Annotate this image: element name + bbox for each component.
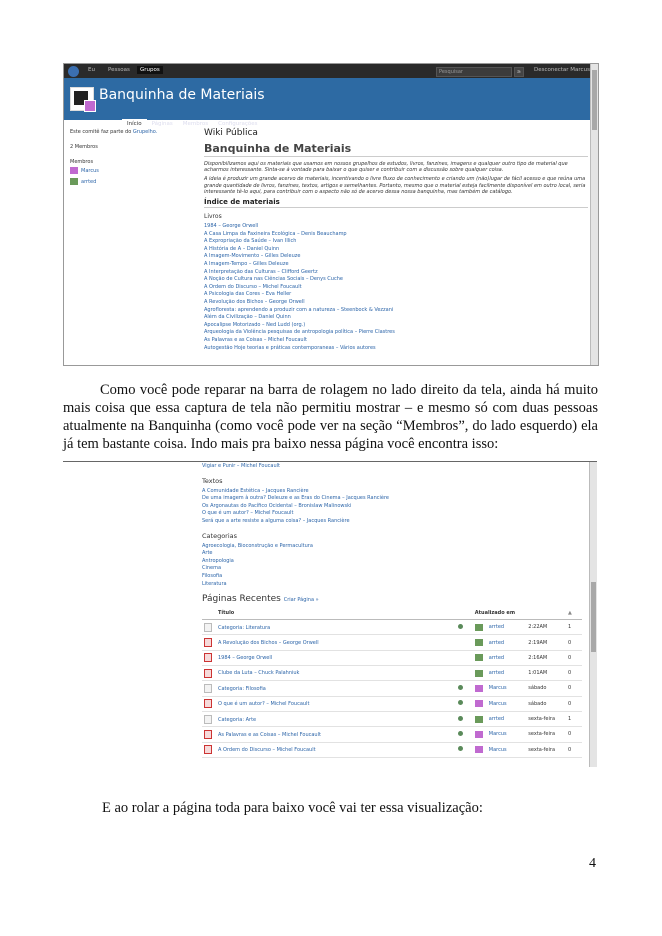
- title-cell: [216, 666, 473, 681]
- page-link[interactable]: Categoria: Filosofia: [218, 685, 266, 692]
- group-header: [64, 78, 598, 127]
- member-item[interactable]: [70, 179, 190, 185]
- list-item[interactable]: A Revolução dos Bichos – George Orwell: [204, 298, 305, 305]
- col-updated[interactable]: Atualizado em: [473, 607, 566, 620]
- time-cell: 2:22AM: [526, 620, 566, 635]
- list-item[interactable]: A Interpretação das Culturas – Clifford Geertz: [204, 268, 318, 275]
- nav-grupos[interactable]: Grupos: [137, 66, 163, 74]
- tab-inicio[interactable]: Início: [122, 119, 147, 129]
- list-item[interactable]: A Noção de Cultura nas Ciências Sociais – Denys Cuche: [204, 276, 343, 283]
- table-row[interactable]: [202, 696, 582, 711]
- page-number: 4: [589, 856, 596, 871]
- avatar: [475, 746, 483, 753]
- doc-cell: [202, 620, 216, 635]
- pdf-file-icon: [204, 638, 212, 647]
- member-name[interactable]: arrted: [81, 179, 97, 185]
- pdf-file-icon: [204, 745, 212, 754]
- tab-paginas[interactable]: Páginas: [151, 121, 173, 127]
- books-heading: Livros: [204, 213, 222, 221]
- time-cell: sexta-feira: [526, 742, 566, 757]
- time-cell: sábado: [526, 696, 566, 711]
- title-cell: [216, 681, 473, 696]
- count-cell: 0: [566, 742, 582, 757]
- list-item[interactable]: Arte: [202, 550, 213, 557]
- doc-cell: [202, 742, 216, 757]
- intro-paragraph: Disponibilizamos aqui os materiais que usamos em nossos grupelhos de estudos, livros, fanzines, imagens e qualquer outro tipo de material que acharmos interessante. Sinta-se à vontade para baixar o que quiser e contribuir com a discussão sobre qualquer coisa.: [204, 161, 568, 174]
- avatar-cell: [473, 727, 487, 742]
- paragraph-1: Como você pode reparar na barra de rolagem no lado direito da tela, ainda há muito mais coisa que essa captura de tela não permitiu mostrar – e mesmo só com duas pessoas atualmente na Banquinha (como você pode ver na seção “Membros”, do lado esquerdo) ela já tem bastante coisa. Indo mais pra baixo nessa página você encontra isso:: [63, 382, 598, 452]
- count-cell: 0: [566, 635, 582, 650]
- title-cell: [216, 696, 473, 711]
- user-cell[interactable]: arrted: [487, 666, 527, 681]
- group-tabs: [122, 110, 263, 129]
- wiki-content: [204, 128, 588, 352]
- status-dot-icon: [458, 716, 463, 721]
- paragraph-2: E ao rolar a página toda para baixo você vai ter essa visualização:: [102, 800, 483, 816]
- doc-cell: [202, 711, 216, 726]
- member-name[interactable]: Marcus: [81, 168, 99, 174]
- doc-cell: [202, 681, 216, 696]
- top-navigation-bar: [64, 64, 598, 78]
- avatar: [70, 167, 78, 174]
- list-item[interactable]: Os Argonautas do Pacífico Ocidental – Bronislaw Malinowski: [202, 502, 352, 509]
- list-item[interactable]: A Casa Limpa da Faxineira Ecológica – Denis Beauchamp: [204, 230, 347, 237]
- pdf-file-icon: [204, 699, 212, 708]
- title-cell: [216, 711, 473, 726]
- sidebar: [70, 129, 190, 190]
- col-title[interactable]: Título: [216, 607, 473, 620]
- list-item[interactable]: A Expropriação da Saúde – Ivan Illich: [204, 238, 297, 245]
- page-title: Banquinha de Materiais: [204, 142, 588, 157]
- tab-membros[interactable]: Membros: [182, 121, 209, 127]
- site-logo-icon[interactable]: [68, 66, 79, 77]
- committee-note: [70, 129, 190, 135]
- time-cell: 2:19AM: [526, 635, 566, 650]
- list-item[interactable]: As Palavras e as Coisas – Michel Foucault: [204, 336, 307, 343]
- count-cell: 1: [566, 620, 582, 635]
- time-cell: sexta-feira: [526, 711, 566, 726]
- texts-list: [202, 488, 587, 526]
- avatar: [475, 700, 483, 707]
- avatar-cell: [473, 650, 487, 665]
- list-item[interactable]: Arqueologia da Violência pesquisas de antropologia política – Pierre Clastres: [204, 329, 395, 336]
- avatar-cell: [473, 620, 487, 635]
- page-link[interactable]: Categoria: Arte: [218, 716, 257, 723]
- table-row[interactable]: [202, 620, 582, 635]
- table-row[interactable]: [202, 666, 582, 681]
- list-item[interactable]: Vigiar e Punir – Michel Foucault: [202, 463, 280, 469]
- avatar: [475, 639, 483, 646]
- members-heading: Membros: [70, 159, 94, 165]
- title-cell: [216, 620, 473, 635]
- doc-cell: [202, 696, 216, 711]
- user-cell[interactable]: Marcus: [487, 696, 527, 711]
- user-cell[interactable]: arrted: [487, 650, 527, 665]
- pdf-file-icon: [204, 653, 212, 662]
- user-cell[interactable]: arrted: [487, 635, 527, 650]
- table-row[interactable]: [202, 681, 582, 696]
- create-page-link[interactable]: Criar Página »: [283, 597, 319, 604]
- time-cell: sexta-feira: [526, 727, 566, 742]
- list-item[interactable]: O que é um autor? – Michel Foucault: [202, 510, 294, 517]
- page-link[interactable]: O que é um autor? – Michel Foucault: [218, 701, 310, 708]
- list-item[interactable]: 1984 – George Orwell: [204, 223, 259, 230]
- member-item[interactable]: [70, 168, 190, 174]
- committee-link[interactable]: Grupelho.: [132, 129, 158, 135]
- avatar-cell: [473, 635, 487, 650]
- list-item[interactable]: A Ordem do Discurso – Michel Foucault: [204, 283, 302, 290]
- table-row[interactable]: [202, 727, 582, 742]
- members-count[interactable]: 2 Membros: [70, 144, 98, 150]
- list-item[interactable]: A Imagem-Tempo – Gilles Deleuze: [204, 260, 289, 267]
- count-cell: 0: [566, 696, 582, 711]
- page-link[interactable]: Categoria: Literatura: [218, 624, 271, 631]
- nav-pessoas[interactable]: Pessoas: [108, 67, 130, 73]
- categories-list: [202, 543, 587, 589]
- count-cell: 0: [566, 666, 582, 681]
- status-dot-icon: [458, 731, 463, 736]
- search-button[interactable]: ≥: [514, 67, 524, 77]
- table-row[interactable]: [202, 742, 582, 757]
- list-item[interactable]: Agrofloresta: aprendendo a produzir com a natureza – Steenbock & Vezzani: [204, 306, 394, 313]
- avatar: [475, 716, 483, 723]
- logout-link[interactable]: Desconectar Marcus: [534, 67, 590, 73]
- title-cell: [216, 727, 473, 742]
- scrollbar-thumb[interactable]: [592, 70, 597, 130]
- avatar-cell: [473, 711, 487, 726]
- scrollbar-thumb[interactable]: [591, 582, 596, 652]
- pdf-file-icon: [204, 669, 212, 678]
- user-cell[interactable]: Marcus: [487, 681, 527, 696]
- page-link[interactable]: As Palavras e as Coisas – Michel Foucault: [218, 731, 321, 738]
- index-heading: Índice de materiais: [204, 198, 588, 208]
- list-item[interactable]: Além da Civilização – Daniel Quinn: [204, 314, 291, 321]
- col-icon: [202, 607, 216, 620]
- avatar-cell: [473, 666, 487, 681]
- pdf-file-icon: [204, 730, 212, 739]
- page-link[interactable]: Clube da Luta – Chuck Palahniuk: [218, 670, 300, 677]
- count-cell: 0: [566, 681, 582, 696]
- doc-cell: [202, 635, 216, 650]
- time-cell: 1:01AM: [526, 666, 566, 681]
- page-link[interactable]: 1984 – George Orwell: [218, 654, 273, 661]
- scrollbar[interactable]: [589, 462, 597, 767]
- list-item[interactable]: A Imagem-Movimento – Gilles Deleuze: [204, 253, 301, 260]
- search-input[interactable]: Pesquisar: [436, 67, 512, 77]
- table-row[interactable]: [202, 650, 582, 665]
- wiki-content-lower: [202, 462, 587, 758]
- list-item[interactable]: Filosofia: [202, 572, 223, 579]
- avatar: [475, 624, 483, 631]
- page-icon: [204, 684, 212, 693]
- time-cell: 2:16AM: [526, 650, 566, 665]
- avatar: [70, 178, 78, 185]
- avatar-cell: [473, 696, 487, 711]
- page-icon: [204, 715, 212, 724]
- list-item[interactable]: Agroecologia, Bioconstrução e Permacultura: [202, 542, 313, 549]
- group-title: Banquinha de Materiais: [99, 87, 265, 103]
- recent-pages-heading: [202, 594, 587, 604]
- list-item[interactable]: Cinema: [202, 565, 222, 572]
- avatar: [475, 685, 483, 692]
- user-cell[interactable]: arrted: [487, 711, 527, 726]
- avatar: [475, 670, 483, 677]
- list-item[interactable]: Antropologia: [202, 557, 234, 564]
- status-dot-icon: [458, 746, 463, 751]
- avatar-cell: [473, 681, 487, 696]
- categories-heading: Categorias: [202, 531, 238, 540]
- count-cell: 1: [566, 711, 582, 726]
- avatar: [475, 654, 483, 661]
- status-dot-icon: [458, 700, 463, 705]
- title-cell: [216, 635, 473, 650]
- tab-configuracoes[interactable]: Configurações: [218, 121, 258, 127]
- sort-arrow-icon[interactable]: ▲: [566, 607, 582, 620]
- count-cell: 0: [566, 727, 582, 742]
- doc-cell: [202, 666, 216, 681]
- group-avatar-icon: [70, 87, 94, 111]
- table-row[interactable]: [202, 711, 582, 726]
- nav-eu[interactable]: Eu: [88, 67, 95, 73]
- status-dot-icon: [458, 624, 463, 629]
- wiki-label: Wiki Pública: [204, 128, 258, 138]
- books-list: [204, 223, 588, 352]
- idea-paragraph: A ideia é produzir um grande acervo de materiais, incentivando o livre fluxo de conhecimento e criando um (não)lugar de fácil acesso e que reúna uma grande quantidade de livros, fanzines, textos, artigos e semelhantes. Portanto, mesmo que o material esteja facilmente disponível em outro local, seria interessante tê-lo aqui, para contribuir com o aspecto não só de acervo dessa nossa banquinha, mas também de catálogo.: [204, 176, 586, 195]
- page-link[interactable]: A Ordem do Discurso – Michel Foucault: [218, 747, 316, 754]
- title-cell: [216, 650, 473, 665]
- screenshot-recent-pages: [63, 461, 597, 767]
- screenshot-group-page: [63, 63, 599, 366]
- recent-pages-title: Páginas Recentes: [202, 594, 281, 605]
- doc-cell: [202, 650, 216, 665]
- table-row[interactable]: [202, 635, 582, 650]
- user-cell[interactable]: Marcus: [487, 742, 527, 757]
- avatar-cell: [473, 742, 487, 757]
- user-cell[interactable]: Marcus: [487, 727, 527, 742]
- doc-cell: [202, 727, 216, 742]
- list-item[interactable]: A História de A – Daniel Quinn: [204, 245, 280, 252]
- user-cell[interactable]: arrted: [487, 620, 527, 635]
- committee-text: Este comitê faz parte do: [70, 129, 132, 135]
- scrollbar[interactable]: [590, 64, 598, 365]
- list-item[interactable]: Apocalipse Motorizado – Ned Ludd (org.): [204, 321, 306, 328]
- title-cell: [216, 742, 473, 757]
- recent-pages-table: [202, 607, 582, 758]
- count-cell: 0: [566, 650, 582, 665]
- avatar: [475, 731, 483, 738]
- list-item[interactable]: Autogestão Hoje teorias e práticas contemporaneas – Vários autores: [204, 344, 376, 351]
- status-dot-icon: [458, 685, 463, 690]
- list-item[interactable]: A Comunidade Estética – Jacques Rancière: [202, 487, 309, 494]
- list-item[interactable]: De uma imagem à outra? Deleuze e as Eras do Cinema – Jacques Rancière: [202, 495, 389, 502]
- texts-heading: Textos: [202, 476, 223, 485]
- list-item[interactable]: Será que a arte resiste a alguma coisa? – Jacques Rancière: [202, 517, 350, 524]
- time-cell: sábado: [526, 681, 566, 696]
- list-item[interactable]: Literatura: [202, 580, 227, 587]
- list-item[interactable]: A Psicologia das Cores – Eva Heller: [204, 291, 292, 298]
- page-link[interactable]: A Revolução dos Bichos – George Orwell: [218, 639, 319, 646]
- page-icon: [204, 623, 212, 632]
